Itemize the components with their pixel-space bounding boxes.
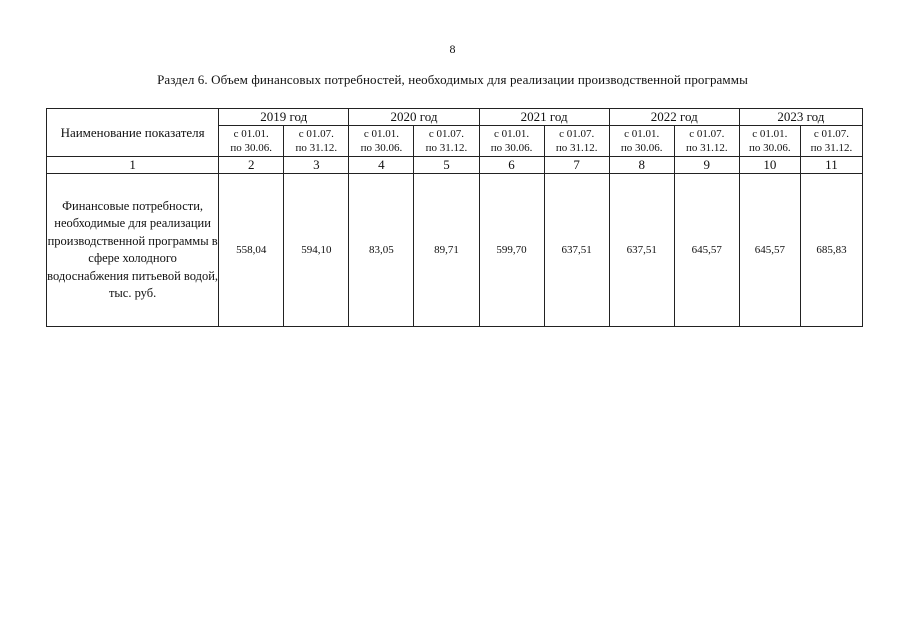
value-cell: 558,04 bbox=[219, 174, 284, 327]
header-indicator-name: Наименование показателя bbox=[47, 109, 219, 157]
period-end: по 31.12. bbox=[295, 142, 338, 154]
period-header bbox=[739, 126, 800, 157]
period-end: по 31.12. bbox=[810, 142, 853, 154]
value-cell: 685,83 bbox=[800, 174, 862, 327]
year-header-row bbox=[47, 109, 863, 126]
value-cell: 594,10 bbox=[284, 174, 349, 327]
column-number: 4 bbox=[349, 157, 414, 174]
column-number: 8 bbox=[609, 157, 674, 174]
period-start: с 01.07. bbox=[689, 128, 725, 140]
value-cell: 637,51 bbox=[609, 174, 674, 327]
period-end: по 31.12. bbox=[425, 142, 468, 154]
period-end: по 31.12. bbox=[685, 142, 728, 154]
column-number: 7 bbox=[544, 157, 609, 174]
period-start: с 01.01. bbox=[752, 128, 788, 140]
period-start: с 01.01. bbox=[363, 128, 399, 140]
value-cell: 83,05 bbox=[349, 174, 414, 327]
section-title: Раздел 6. Объем финансовых потребностей, необходимых для реализации производственной программы bbox=[157, 72, 748, 87]
column-number: 5 bbox=[414, 157, 479, 174]
period-header bbox=[219, 126, 284, 157]
column-number: 3 bbox=[284, 157, 349, 174]
period-end: по 30.06. bbox=[360, 142, 403, 154]
period-header bbox=[414, 126, 479, 157]
period-header bbox=[544, 126, 609, 157]
column-number: 2 bbox=[219, 157, 284, 174]
period-header bbox=[674, 126, 739, 157]
year-header: 2023 год bbox=[739, 109, 862, 126]
period-start: с 01.07. bbox=[813, 128, 850, 140]
period-end: по 30.06. bbox=[490, 142, 533, 154]
column-number-row bbox=[47, 157, 863, 174]
table-row bbox=[47, 174, 863, 327]
period-end: по 30.06. bbox=[230, 142, 273, 154]
indicator-name: Финансовые потребности, необходимые для реализации производственной программы в сфере холодного водоснабжения питьевой водой, тыс. руб. bbox=[47, 174, 219, 327]
value-cell: 89,71 bbox=[414, 174, 479, 327]
column-number: 9 bbox=[674, 157, 739, 174]
period-end: по 30.06. bbox=[749, 142, 791, 154]
value-cell: 637,51 bbox=[544, 174, 609, 327]
year-header: 2021 год bbox=[479, 109, 609, 126]
year-header: 2020 год bbox=[349, 109, 479, 126]
financial-needs-table bbox=[46, 108, 863, 327]
period-start: с 01.07. bbox=[428, 128, 465, 140]
column-number: 1 bbox=[47, 157, 219, 174]
period-header bbox=[284, 126, 349, 157]
column-number: 11 bbox=[800, 157, 862, 174]
year-header: 2022 год bbox=[609, 109, 739, 126]
period-header bbox=[479, 126, 544, 157]
period-start: с 01.01. bbox=[233, 128, 269, 140]
period-end: по 30.06. bbox=[620, 142, 663, 154]
value-cell: 599,70 bbox=[479, 174, 544, 327]
period-start: с 01.07. bbox=[559, 128, 595, 140]
period-header bbox=[609, 126, 674, 157]
period-header bbox=[349, 126, 414, 157]
period-start: с 01.01. bbox=[493, 128, 530, 140]
period-end: по 31.12. bbox=[555, 142, 598, 154]
value-cell: 645,57 bbox=[674, 174, 739, 327]
value-cell: 645,57 bbox=[739, 174, 800, 327]
page-number: 8 bbox=[449, 42, 456, 56]
period-start: с 01.01. bbox=[624, 128, 660, 140]
column-number: 10 bbox=[739, 157, 800, 174]
period-header bbox=[800, 126, 862, 157]
column-number: 6 bbox=[479, 157, 544, 174]
period-start: с 01.07. bbox=[298, 128, 334, 140]
year-header: 2019 год bbox=[219, 109, 349, 126]
